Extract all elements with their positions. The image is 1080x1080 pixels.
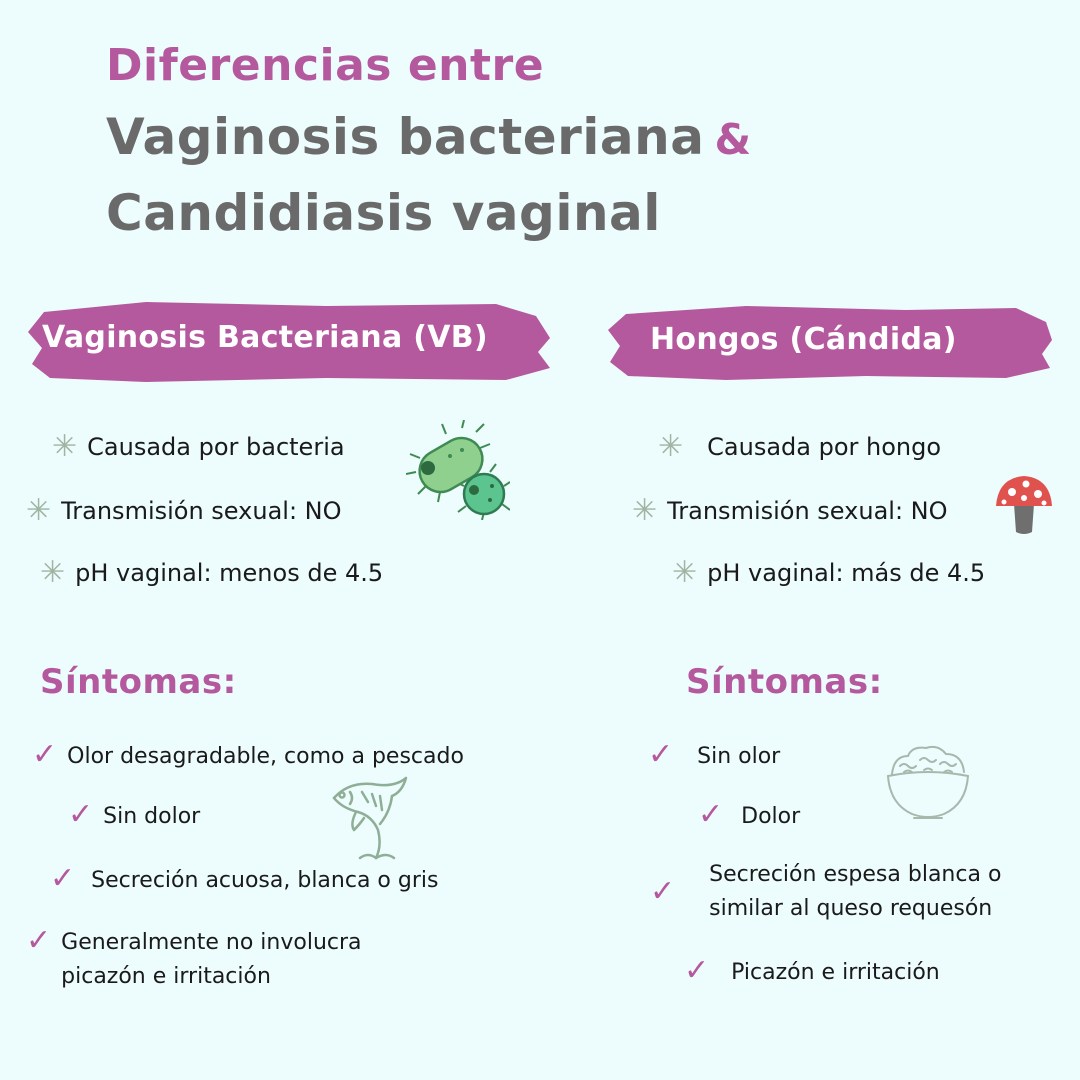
right-symptom-4 [684,953,940,990]
right-symptoms-heading: Síntomas: [686,662,883,702]
right-fact-text: pH vaginal: más de 4.5 [707,559,986,587]
left-banner-label: Vaginosis Bacteriana (VB) [42,320,488,355]
symptom-text: Secreción espesa blanca o similar al queso requesón [709,862,1002,921]
left-symptom-3 [50,861,439,898]
checkmark-icon: ✓ [32,737,58,772]
checkmark-icon: ✓ [698,797,724,832]
title-line-3: Candidiasis vaginal [106,184,661,242]
checkmark-icon: ✓ [68,797,94,832]
left-fact-1 [52,429,345,464]
asterisk-icon: ✳ [52,429,78,464]
left-fact-text: Transmisión sexual: NO [61,497,342,525]
right-banner-label: Hongos (Cándida) [650,322,957,357]
checkmark-icon: ✓ [648,737,674,772]
bacteria-icon [406,420,510,520]
title-vaginosis: Vaginosis bacteriana [106,108,705,166]
asterisk-icon: ✳ [672,555,698,590]
checkmark-icon: ✓ [50,861,76,896]
left-fact-text: pH vaginal: menos de 4.5 [75,559,384,587]
symptom-text: Dolor [741,804,801,829]
asterisk-icon: ✳ [632,493,658,528]
right-banner [606,302,1054,382]
asterisk-icon: ✳ [40,555,66,590]
right-fact-text: Transmisión sexual: NO [667,497,948,525]
asterisk-icon: ✳ [26,493,52,528]
symptom-text: Picazón e irritación [731,960,940,985]
cottage-cheese-bowl-icon [884,742,972,822]
symptom-text: Generalmente no involucra picazón e irritación [61,930,362,989]
title-line-2 [106,108,752,166]
left-symptoms-heading: Síntomas: [40,662,237,702]
left-symptom-2 [68,797,201,834]
left-fact-3 [40,555,384,590]
title-ampersand: & [714,115,752,164]
right-symptom-2 [698,797,801,834]
checkmark-icon: ✓ [26,923,52,958]
symptom-text: Olor desagradable, como a pescado [67,744,464,769]
left-fact-2 [26,493,342,528]
right-fact-2 [632,493,948,528]
checkmark-icon: ✓ [650,874,676,909]
title-line-1: Diferencias entre [106,40,545,91]
asterisk-icon: ✳ [658,429,684,464]
mushroom-icon [994,474,1054,536]
right-fact-1 [658,429,942,464]
left-banner [26,298,554,384]
symptom-text: Sin dolor [103,804,201,829]
checkmark-icon: ✓ [684,953,710,988]
left-fact-text: Causada por bacteria [87,433,345,461]
symptom-text: Secreción acuosa, blanca o gris [91,868,439,893]
right-fact-3 [672,555,986,590]
right-fact-text: Causada por hongo [707,433,942,461]
symptom-text: Sin olor [697,744,781,769]
right-symptom-1 [648,737,781,774]
right-symptom-3 [650,858,1030,926]
left-symptom-4 [26,923,406,994]
fish-icon [328,768,418,866]
